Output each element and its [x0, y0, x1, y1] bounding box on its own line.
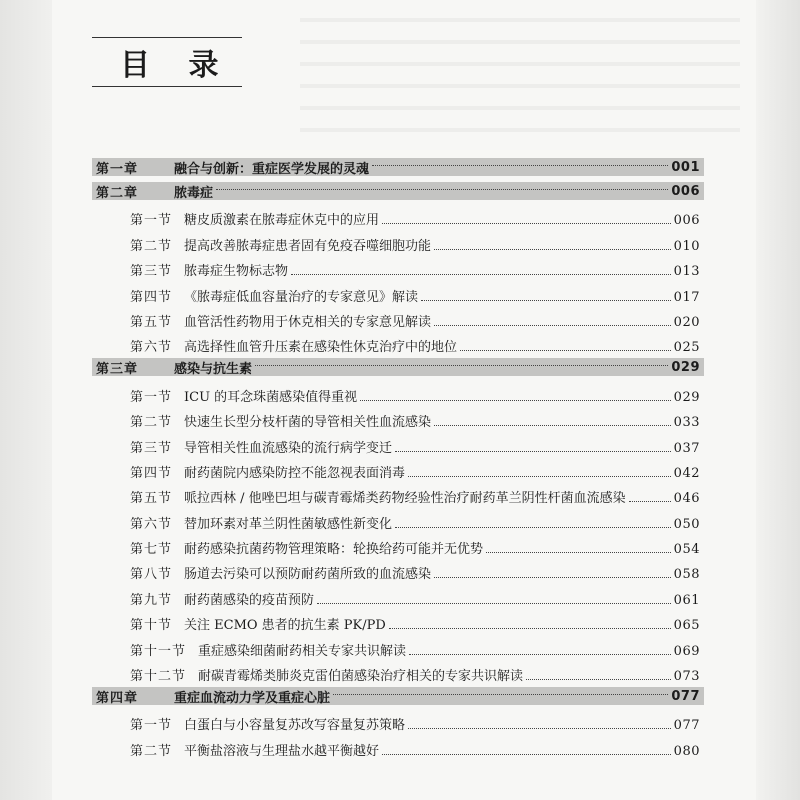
dot-leader: [291, 274, 671, 275]
section-row[interactable]: [92, 481, 704, 506]
chapter-title: 重症血流动力学及重症心脏: [174, 690, 331, 706]
section-title: 哌拉西林 / 他唑巴坦与碳青霉烯类药物经验性治疗耐药革兰阴性杆菌血流感染: [184, 491, 626, 507]
section-title: 肠道去污染可以预防耐药菌所致的血流感染: [184, 567, 432, 583]
section-page-number: 013: [673, 264, 700, 280]
dot-leader: [629, 501, 671, 502]
section-page-number: 050: [673, 516, 700, 532]
section-title: ICU 的耳念珠菌感染值得重视: [184, 389, 358, 405]
section-row[interactable]: [92, 203, 704, 228]
dot-leader: [434, 577, 671, 578]
dot-leader: [434, 425, 671, 426]
section-page-number: 069: [673, 643, 700, 659]
dot-leader: [460, 350, 671, 351]
dot-leader: [421, 300, 671, 301]
section-row[interactable]: [92, 608, 704, 633]
dot-leader: [434, 249, 671, 250]
section-title: 血管活性药物用于休克相关的专家意见解读: [184, 314, 432, 330]
dot-leader: [434, 325, 671, 326]
dot-leader: [317, 603, 671, 604]
section-number: 第五节: [130, 314, 173, 330]
section-title: 平衡盐溶液与生理盐水越平衡越好: [184, 743, 380, 759]
section-title: 快速生长型分枝杆菌的导管相关性血流感染: [184, 415, 432, 431]
right-page-edge: [756, 0, 800, 800]
section-row[interactable]: [92, 228, 704, 253]
dot-leader: [408, 728, 671, 729]
section-page-number: 073: [673, 669, 700, 685]
section-row[interactable]: [92, 506, 704, 531]
section-number: 第十二节: [130, 669, 187, 685]
section-row[interactable]: [92, 733, 704, 758]
left-page-edge: [0, 0, 52, 800]
section-page-number: 037: [673, 440, 700, 456]
section-row[interactable]: [92, 279, 704, 304]
table-of-contents: [92, 158, 704, 759]
section-row[interactable]: [92, 659, 704, 684]
title-top-rule: [92, 37, 242, 38]
bleed-through-text: [300, 0, 740, 150]
chapter-page-number: 077: [671, 688, 700, 704]
section-title: 白蛋白与小容量复苏改写容量复苏策略: [184, 718, 406, 734]
dot-leader: [486, 552, 671, 553]
section-number: 第八节: [130, 567, 173, 583]
section-row[interactable]: [92, 708, 704, 733]
section-title: 替加环素对革兰阴性菌敏感性新变化: [184, 516, 393, 532]
chapter-number: 第二章: [96, 185, 139, 201]
chapter-title: 感染与抗生素: [174, 361, 253, 377]
section-row[interactable]: [92, 456, 704, 481]
section-number: 第二节: [130, 238, 173, 254]
section-number: 第五节: [130, 491, 173, 507]
section-row[interactable]: [92, 532, 704, 557]
title-bottom-rule: [92, 86, 242, 87]
section-number: 第四节: [130, 289, 173, 305]
dot-leader: [372, 165, 668, 166]
dot-leader: [382, 223, 671, 224]
section-row[interactable]: [92, 379, 704, 404]
dot-leader: [395, 451, 671, 452]
section-title: 提高改善脓毒症患者固有免疫吞噬细胞功能: [184, 238, 432, 254]
dot-leader: [333, 694, 668, 695]
section-number: 第十一节: [130, 643, 187, 659]
page-title: 目 录: [120, 48, 233, 83]
chapter-title: 融合与创新：重症医学发展的灵魂: [174, 161, 370, 177]
section-row[interactable]: [92, 254, 704, 279]
section-row[interactable]: [92, 430, 704, 455]
section-number: 第一节: [130, 718, 173, 734]
dot-leader: [216, 189, 668, 190]
section-number: 第十节: [130, 618, 173, 634]
section-row[interactable]: [92, 582, 704, 607]
section-page-number: 029: [673, 389, 700, 405]
chapter-number: 第一章: [96, 161, 139, 177]
chapter-number: 第三章: [96, 361, 139, 377]
section-number: 第六节: [130, 340, 173, 356]
section-title: 导管相关性血流感染的流行病学变迁: [184, 440, 393, 456]
section-row[interactable]: [92, 330, 704, 355]
dot-leader: [408, 476, 671, 477]
section-number: 第九节: [130, 592, 173, 608]
section-number: 第四节: [130, 465, 173, 481]
dot-leader: [395, 527, 671, 528]
section-number: 第一节: [130, 213, 173, 229]
section-number: 第二节: [130, 743, 173, 759]
chapter-title: 脓毒症: [174, 185, 214, 201]
section-number: 第一节: [130, 389, 173, 405]
section-page-number: 077: [673, 718, 700, 734]
section-title: 《脓毒症低血容量治疗的专家意见》解读: [184, 289, 419, 305]
section-title: 关注 ECMO 患者的抗生素 PK/PD: [184, 618, 386, 634]
section-row[interactable]: [92, 633, 704, 658]
section-title: 脓毒症生物标志物: [184, 264, 289, 280]
section-row[interactable]: [92, 405, 704, 430]
section-title: 耐药感染抗菌药物管理策略：轮换给药可能并无优势: [184, 542, 484, 558]
section-row[interactable]: [92, 305, 704, 330]
chapter-page-number: 006: [671, 183, 700, 199]
section-title: 耐药菌院内感染防控不能忽视表面消毒: [184, 465, 406, 481]
section-page-number: 061: [673, 592, 700, 608]
dot-leader: [409, 654, 671, 655]
section-page-number: 046: [673, 491, 700, 507]
dot-leader: [526, 679, 671, 680]
dot-leader: [389, 628, 671, 629]
section-page-number: 025: [673, 340, 700, 356]
section-number: 第七节: [130, 542, 173, 558]
dot-leader: [360, 400, 671, 401]
chapter-number: 第四章: [96, 690, 139, 706]
section-page-number: 080: [673, 743, 700, 759]
section-page-number: 020: [673, 314, 700, 330]
section-number: 第三节: [130, 264, 173, 280]
section-title: 高选择性血管升压素在感染性休克治疗中的地位: [184, 340, 458, 356]
section-page-number: 065: [673, 618, 700, 634]
section-page-number: 054: [673, 542, 700, 558]
chapter-page-number: 029: [671, 359, 700, 375]
section-page-number: 033: [673, 415, 700, 431]
section-number: 第二节: [130, 415, 173, 431]
section-page-number: 058: [673, 567, 700, 583]
section-row[interactable]: [92, 557, 704, 582]
section-number: 第六节: [130, 516, 173, 532]
section-page-number: 042: [673, 465, 700, 481]
chapter-row[interactable]: [92, 182, 704, 200]
section-page-number: 010: [673, 238, 700, 254]
chapter-page-number: 001: [671, 159, 700, 175]
section-title: 耐药菌感染的疫苗预防: [184, 592, 315, 608]
section-title: 重症感染细菌耐药相关专家共识解读: [198, 643, 407, 659]
chapter-row[interactable]: [92, 358, 704, 376]
section-page-number: 006: [673, 213, 700, 229]
section-number: 第三节: [130, 440, 173, 456]
dot-leader: [255, 365, 668, 366]
section-title: 糖皮质激素在脓毒症休克中的应用: [184, 213, 380, 229]
dot-leader: [382, 754, 671, 755]
chapter-row[interactable]: [92, 158, 704, 176]
chapter-row[interactable]: [92, 687, 704, 705]
section-title: 耐碳青霉烯类肺炎克雷伯菌感染治疗相关的专家共识解读: [198, 669, 524, 685]
section-page-number: 017: [673, 289, 700, 305]
